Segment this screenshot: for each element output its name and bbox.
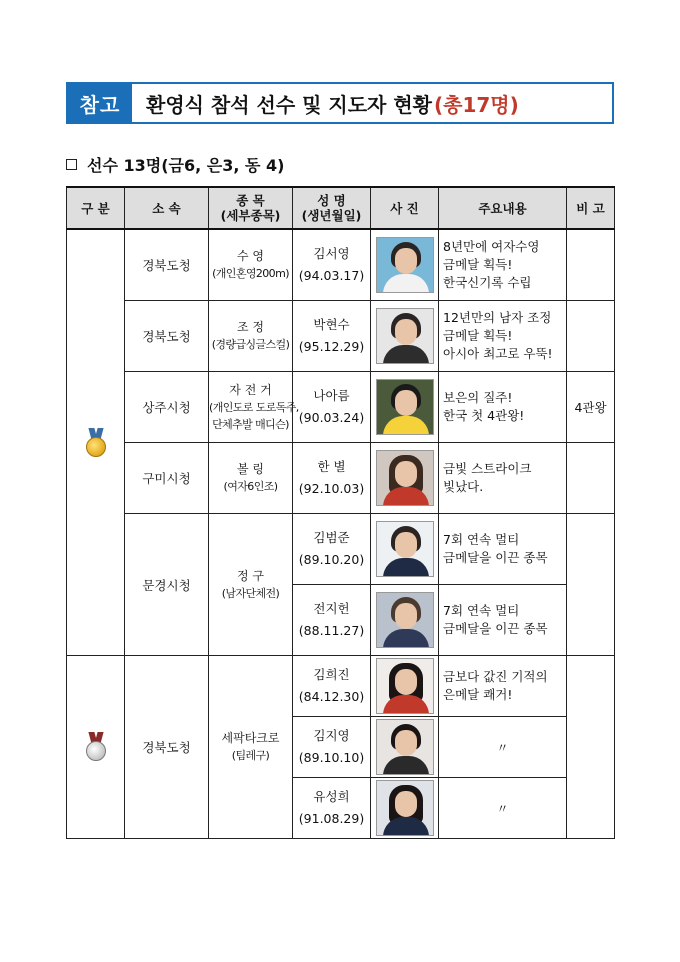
content-line: 아시아 최고로 우뚝!: [443, 346, 553, 361]
event-detail: (남자단체전): [221, 586, 280, 600]
photo-cell: [371, 443, 439, 514]
name-cell: [293, 778, 371, 839]
athlete-birth: (89.10.10): [298, 750, 365, 765]
section-label: 선수 13명(금6, 은3, 동 4): [87, 156, 285, 175]
note-cell: [567, 301, 615, 372]
content-cell: [439, 372, 567, 443]
affiliation-cell: 경북도청: [125, 229, 209, 301]
affiliation-cell: 경북도청: [125, 656, 209, 839]
table-row: [67, 372, 615, 443]
header-event-line2: (세부종목): [220, 208, 281, 223]
table-header-row: [67, 187, 615, 229]
athlete-name: 한 별: [317, 459, 346, 474]
header-event-line1: 종 목: [236, 193, 265, 208]
reference-tag: 참고: [68, 84, 132, 122]
name-cell: [293, 229, 371, 301]
title-banner: [66, 82, 614, 124]
section-heading: [66, 153, 284, 176]
event-name: 수 영: [237, 249, 264, 263]
header-name-line1: 성 명: [317, 193, 346, 208]
content-line: 은메달 쾌거!: [443, 687, 513, 702]
event-detail: (여자6인조): [223, 480, 278, 493]
event-cell: [209, 443, 293, 514]
athlete-photo: [376, 780, 434, 836]
event-cell: [209, 372, 299, 443]
content-line: 12년만의 남자 조정: [443, 310, 552, 325]
athlete-photo: [376, 719, 434, 775]
header-name: [293, 187, 371, 229]
header-name-line2: (생년월일): [301, 208, 362, 223]
note-cell: [567, 443, 615, 514]
photo-cell: [371, 229, 439, 301]
athlete-birth: (95.12.29): [298, 339, 365, 354]
name-cell: [293, 443, 371, 514]
athlete-birth: (88.11.27): [298, 623, 365, 638]
note-cell: [567, 514, 615, 656]
athlete-name: 나아름: [313, 388, 350, 403]
athlete-photo: [376, 592, 434, 648]
athlete-table: [66, 186, 615, 839]
table-row: [67, 229, 615, 301]
content-line: 8년만에 여자수영: [443, 239, 540, 254]
event-cell: [209, 514, 293, 656]
gold-category-cell: [67, 229, 125, 656]
event-cell: [209, 229, 293, 301]
event-detail: (경량급싱글스컬): [211, 338, 290, 351]
athlete-name: 김희진: [313, 667, 350, 682]
athlete-photo: [376, 450, 434, 506]
event-name: 볼 링: [237, 462, 264, 476]
event-detail: 단체추발 매디슨): [212, 417, 289, 431]
content-line: 7회 연속 멀티: [443, 532, 520, 547]
affiliation-cell: 구미시청: [125, 443, 209, 514]
note-cell: [567, 656, 615, 839]
event-detail: (개인도로 도로독주,: [209, 400, 299, 414]
header-category: 구 분: [67, 187, 125, 229]
header-note: 비 고: [567, 187, 615, 229]
athlete-name: 박현수: [313, 317, 350, 332]
athlete-photo: [376, 658, 434, 714]
event-detail: (개인혼영200m): [212, 267, 289, 280]
table-row: [67, 443, 615, 514]
athlete-birth: (91.08.29): [298, 811, 365, 826]
content-line: 빛났다.: [443, 479, 484, 494]
athlete-photo: [376, 379, 434, 435]
content-line: 금빛 스트라이크: [443, 461, 532, 476]
square-bullet-icon: [66, 159, 77, 170]
photo-cell: [371, 514, 439, 585]
gold-medal-icon: [85, 428, 107, 458]
silver-medal-icon: [85, 732, 107, 762]
photo-cell: [371, 372, 439, 443]
silver-category-cell: [67, 656, 125, 839]
content-cell: [439, 656, 567, 717]
photo-cell: [371, 717, 439, 778]
content-line: 보은의 질주!: [443, 390, 513, 405]
athlete-name: 전지헌: [313, 601, 350, 616]
header-affiliation: 소 속: [125, 187, 209, 229]
athlete-birth: (89.10.20): [298, 552, 365, 567]
name-cell: [293, 301, 371, 372]
athlete-birth: (84.12.30): [298, 689, 365, 704]
event-cell: [209, 301, 293, 372]
content-line: 금메달을 이끈 종목: [443, 621, 548, 636]
title-text: 환영식 참석 선수 및 지도자 현황: [146, 92, 432, 117]
content-line: 금메달을 이끈 종목: [443, 550, 548, 565]
athlete-name: 유성희: [313, 789, 350, 804]
content-cell: [439, 301, 567, 372]
content-line: 금메달 획득!: [443, 257, 513, 272]
name-cell: [293, 514, 371, 585]
header-event: [209, 187, 293, 229]
ditto-mark: 〃: [439, 717, 567, 778]
name-cell: [293, 372, 371, 443]
photo-cell: [371, 585, 439, 656]
athlete-photo: [376, 237, 434, 293]
content-cell: [439, 229, 567, 301]
event-name: 세팍타크로: [221, 731, 280, 745]
header-photo: 사 진: [371, 187, 439, 229]
athlete-birth: (94.03.17): [298, 268, 365, 283]
event-name: 정 구: [237, 568, 264, 583]
photo-cell: [371, 656, 439, 717]
content-line: 한국신기록 수립: [443, 275, 532, 290]
event-name: 자 전 거: [229, 382, 272, 397]
affiliation-cell: 경북도청: [125, 301, 209, 372]
photo-cell: [371, 301, 439, 372]
athlete-name: 김서영: [313, 246, 350, 261]
content-line: 금보다 값진 기적의: [443, 669, 548, 684]
athlete-photo: [376, 521, 434, 577]
photo-cell: [371, 778, 439, 839]
content-cell: [439, 443, 567, 514]
content-line: 7회 연속 멀티: [443, 603, 520, 618]
content-line: 금메달 획득!: [443, 328, 513, 343]
note-cell: 4관왕: [567, 372, 615, 443]
content-cell: [439, 585, 567, 656]
ditto-mark: 〃: [439, 778, 567, 839]
event-name: 조 정: [237, 320, 264, 334]
table-row: [67, 301, 615, 372]
event-detail: (팀레구): [231, 749, 270, 762]
affiliation-cell: 문경시청: [125, 514, 209, 656]
title-total: (총17명): [433, 92, 519, 117]
athlete-birth: (90.03.24): [298, 410, 365, 425]
athlete-name: 김범준: [313, 530, 350, 545]
athlete-photo: [376, 308, 434, 364]
affiliation-cell: 상주시청: [125, 372, 209, 443]
header-content: 주요내용: [439, 187, 567, 229]
table-row: [67, 656, 615, 717]
note-cell: [567, 229, 615, 301]
athlete-name: 김지영: [313, 728, 350, 743]
page-title: [132, 84, 612, 122]
name-cell: [293, 717, 371, 778]
content-line: 한국 첫 4관왕!: [443, 408, 525, 423]
table-row: [67, 514, 615, 585]
athlete-birth: (92.10.03): [298, 481, 365, 496]
name-cell: [293, 656, 371, 717]
event-cell: [209, 656, 293, 839]
content-cell: [439, 514, 567, 585]
name-cell: [293, 585, 371, 656]
